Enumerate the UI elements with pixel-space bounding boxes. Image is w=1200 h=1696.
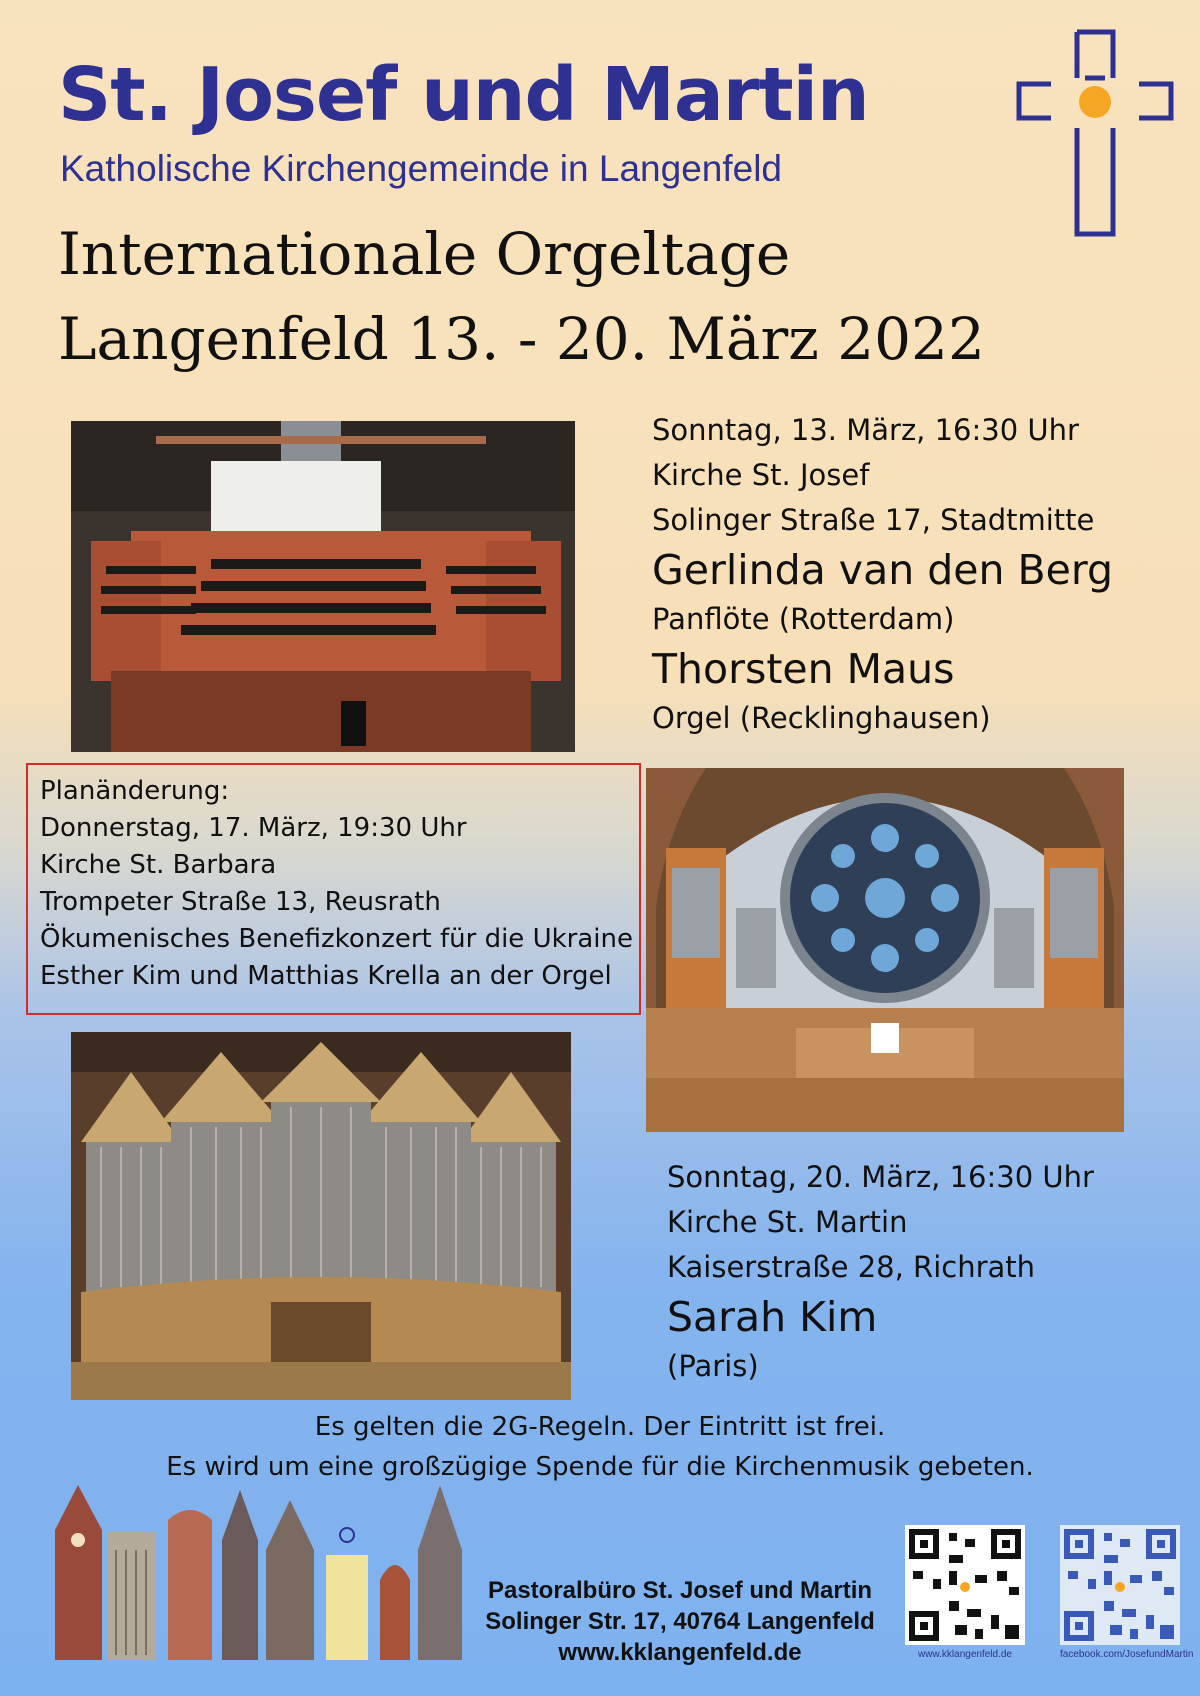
parish-office-address (470, 1575, 890, 1668)
concert1-performer1: Gerlinda van den Berg (652, 546, 1113, 594)
change-address: Trompeter Straße 13, Reusrath (40, 887, 441, 917)
donation-note: Es wird um eine großzügige Spende für die Kirchenmusik gebeten. (166, 1452, 1034, 1482)
change-date: Donnerstag, 17. März, 19:30 Uhr (40, 813, 467, 843)
organ-console-photo (71, 421, 575, 752)
concert3-performer: Sarah Kim (667, 1293, 878, 1341)
concert3-date: Sonntag, 20. März, 16:30 Uhr (667, 1160, 1094, 1194)
rules-note: Es gelten die 2G-Regeln. Der Eintritt ist frei. (314, 1412, 886, 1442)
change-performers: Esther Kim und Matthias Krella an der Orgel (40, 961, 612, 991)
office-line2: Solinger Str. 17, 40764 Langenfeld (485, 1608, 875, 1635)
concert3-address: Kaiserstraße 28, Richrath (667, 1250, 1036, 1284)
facebook-qr[interactable] (1060, 1525, 1194, 1660)
concert3-info (667, 1155, 1094, 1389)
concert3-church: Kirche St. Martin (667, 1205, 908, 1239)
website-qr-code-icon (905, 1525, 1025, 1645)
facebook-qr-code-icon (1060, 1525, 1180, 1645)
concert1-church: Kirche St. Josef (652, 458, 870, 492)
change-church: Kirche St. Barbara (40, 850, 277, 880)
concert1-performer2: Thorsten Maus (652, 645, 955, 693)
change-heading: Planänderung: (40, 776, 230, 806)
office-website[interactable]: www.kklangenfeld.de (558, 1639, 802, 1666)
event-title-line2: Langenfeld 13. - 20. März 2022 (58, 305, 985, 373)
parish-subtitle: Katholische Kirchengemeinde in Langenfeld (60, 148, 783, 189)
schedule-change-box (26, 763, 641, 1015)
st-martin-organ-photo (71, 1032, 571, 1400)
concert1-address: Solinger Straße 17, Stadtmitte (652, 503, 1095, 537)
parish-title: St. Josef und Martin (58, 52, 869, 138)
concert1-date: Sonntag, 13. März, 16:30 Uhr (652, 413, 1079, 447)
church-towers-illustration (50, 1470, 475, 1664)
change-title: Ökumenisches Benefizkonzert für die Ukraine (40, 924, 633, 954)
office-line1: Pastoralbüro St. Josef und Martin (487, 1577, 873, 1604)
event-title-line1: Internationale Orgeltage (58, 220, 791, 288)
website-qr[interactable] (905, 1525, 1025, 1660)
website-qr-caption: www.kklangenfeld.de (918, 1649, 1012, 1660)
facebook-qr-caption: facebook.com/JosefundMartin (1060, 1649, 1194, 1660)
parish-logo-cross-icon (1015, 28, 1175, 244)
concert3-performer-origin: (Paris) (667, 1349, 759, 1383)
rose-window-organ-photo (646, 768, 1124, 1132)
concert1-info (652, 408, 1113, 741)
concert1-performer2-role: Orgel (Recklinghausen) (652, 701, 991, 735)
concert1-performer1-role: Panflöte (Rotterdam) (652, 602, 955, 636)
